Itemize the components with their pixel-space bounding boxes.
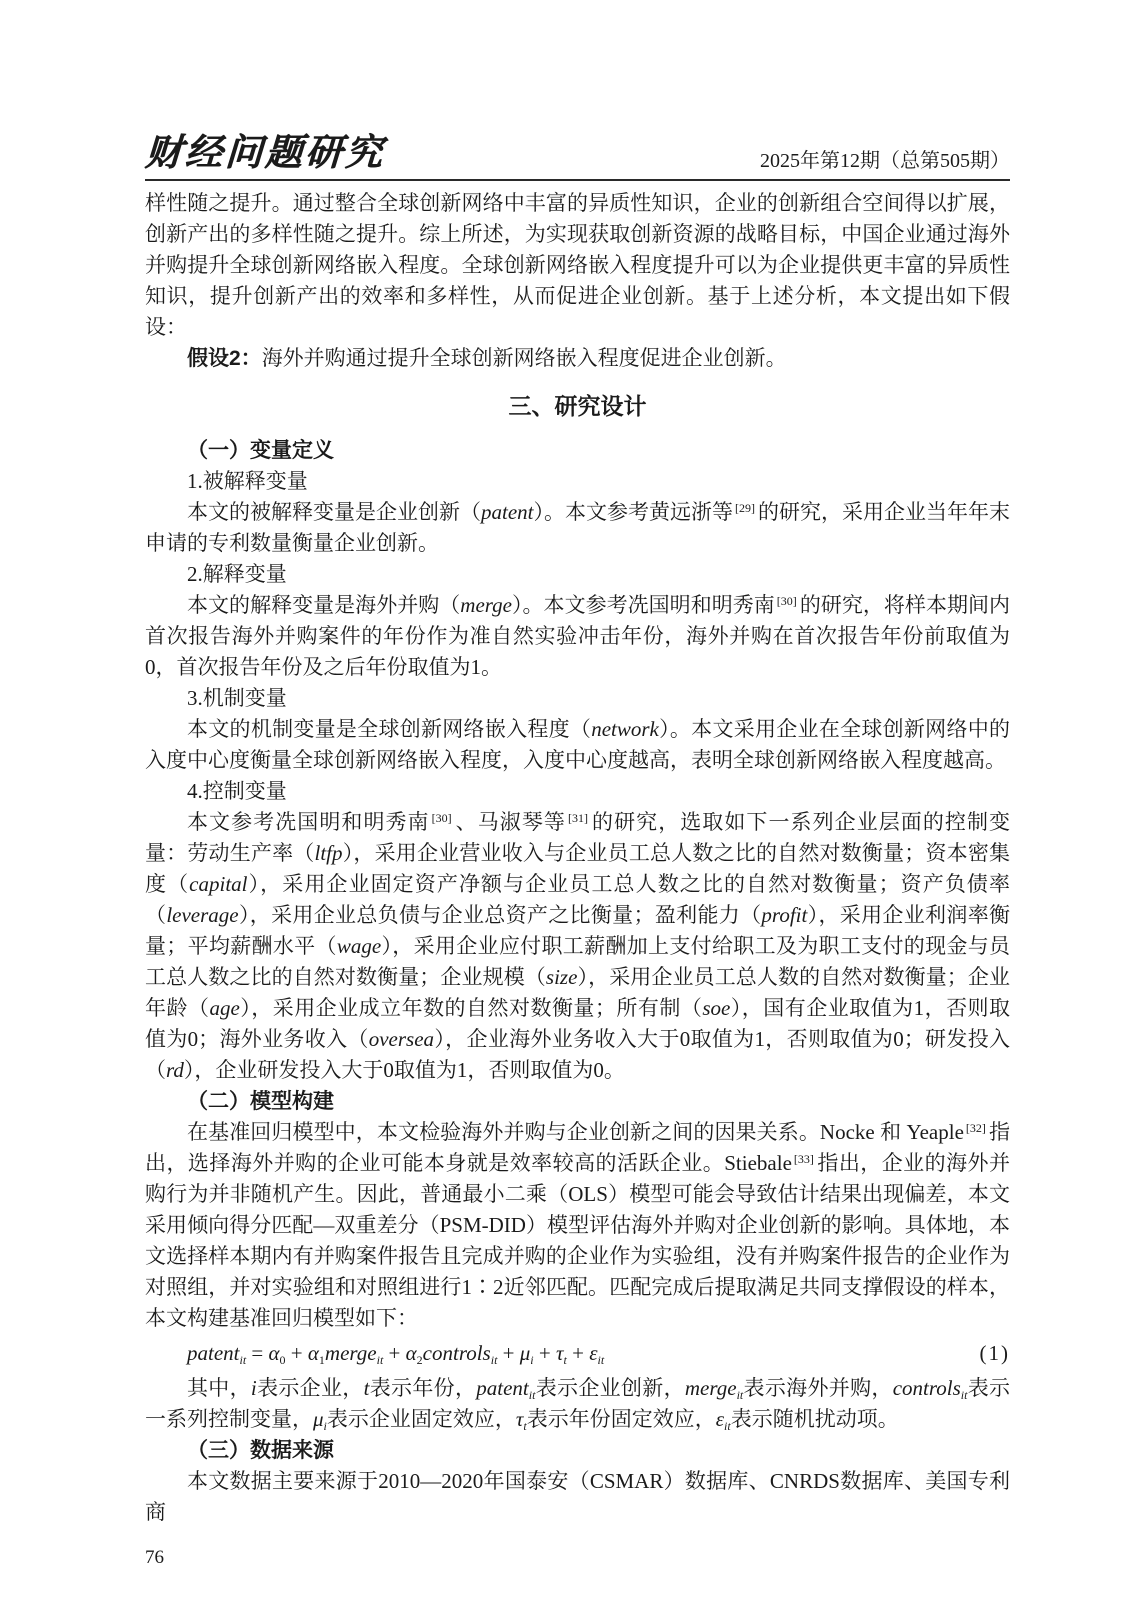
text-run: [30] <box>431 811 452 825</box>
text-run: ），企业海外业务收入大于0取值为1，否则取值为0；研发投入（ <box>145 1027 1011 1082</box>
text-run: + <box>566 1341 590 1365</box>
text-run: ltfp <box>314 841 343 865</box>
paragraph <box>145 1373 1010 1435</box>
text-run: 指出，选择海外并购的企业可能本身就是效率较高的活跃企业。Stiebale <box>145 1120 1011 1175</box>
text-run: network <box>591 717 659 741</box>
text-run: ），采用企业员工总人数的自然对数衡量；企业年龄（ <box>145 965 1011 1020</box>
text-run: + <box>383 1341 406 1365</box>
text-run: capital <box>189 872 248 896</box>
text-run: + <box>497 1341 520 1365</box>
paragraph <box>145 1466 1010 1528</box>
text-run: ），企业研发投入大于0取值为1，否则取值为0。 <box>183 1058 625 1082</box>
paragraph <box>145 807 1010 1086</box>
paragraph <box>145 497 1010 559</box>
text-run: 本文参考冼国明和明秀南 <box>187 810 430 834</box>
text-run: （三）数据来源 <box>187 1439 334 1462</box>
text-run: 0 <box>279 1353 286 1367</box>
issue-info: 2025年第12期（总第505期） <box>760 150 1010 172</box>
text-run: （二）模型构建 <box>187 1090 334 1113</box>
list-heading <box>145 683 1010 714</box>
text-run: [33] <box>793 1152 814 1166</box>
text-run: 表示企业创新， <box>535 1376 685 1400</box>
text-run: + <box>285 1341 308 1365</box>
text-run: it <box>724 1419 731 1433</box>
text-run: ）。本文参考冼国明和明秀南 <box>511 593 775 617</box>
text-run: 表示海外并购， <box>743 1376 893 1400</box>
text-run: 指出，企业的海外并购行为并非随机产生。因此，普通最小二乘（OLS）模型可能会导致估计结果出现偏差，本文采用倾向得分匹配—双重差分（PSM-DID）模型评估海外并购对企业创新的影响。具体地，本文选择样本期内有并购案件报告且完成并购的企业作为实验组，没有并购案件报告的企业作为对照组，并对实验组和对照组进行1∶2近邻匹配。匹配完成后提取满足共同支撑假设的样本，本文构建基准回归模型如下： <box>145 1151 1010 1330</box>
text-run: controls <box>892 1376 961 1400</box>
text-run: ε <box>589 1341 598 1365</box>
text-run: ），国有企业取值为1，否则取值为0；海外业务收入（ <box>145 996 1011 1051</box>
text-run: [31] <box>567 811 588 825</box>
text-run: + <box>533 1341 556 1365</box>
page-header <box>145 126 1010 181</box>
list-heading <box>145 466 1010 497</box>
text-run: 2 <box>416 1353 423 1367</box>
subsection-heading <box>145 1086 1010 1117</box>
text-run: 本文的解释变量是海外并购（ <box>187 593 461 617</box>
text-run: t <box>523 1419 527 1433</box>
text-run: it <box>376 1353 384 1367</box>
text-run: i <box>530 1353 534 1367</box>
paragraph <box>145 343 1010 374</box>
text-run: i <box>323 1419 327 1433</box>
text-run: profit <box>761 903 808 927</box>
text-run: ），采用企业营业收入与企业员工总人数之比的自然对数衡量；资本密集度（ <box>145 841 1011 896</box>
text-run: it <box>490 1353 498 1367</box>
text-run: 表示企业， <box>256 1376 364 1400</box>
text-run: ），采用企业固定资产净额与企业员工总人数之比的自然对数衡量；资产负债率（ <box>145 872 1010 927</box>
text-run: [30] <box>776 594 797 608</box>
text-run: 1.被解释变量 <box>187 469 308 493</box>
text-run: patent <box>187 1341 240 1365</box>
text-run: 海外并购通过提升全球创新网络嵌入程度促进企业创新。 <box>261 346 787 370</box>
text-run: oversea <box>368 1027 435 1051</box>
text-run: leverage <box>166 903 239 927</box>
text-run: ），采用企业利润率衡量；平均薪酬水平（ <box>145 903 1011 958</box>
text-run: 的研究，采用企业当年年末申请的专利数量衡量企业创新。 <box>145 500 1010 555</box>
text-run: α <box>268 1341 280 1365</box>
text-run: τ <box>555 1341 564 1365</box>
text-run: 、马淑琴等 <box>454 810 566 834</box>
text-run: patent <box>476 1376 529 1400</box>
text-run: ），采用企业应付职工薪酬加上支付给职工及为职工支付的现金与员工总人数之比的自然对数衡量；企业规模（ <box>145 934 1011 989</box>
text-run: （一）变量定义 <box>187 439 334 462</box>
journal-logo: 财经问题研究 <box>143 133 387 174</box>
text-run: 3.机制变量 <box>187 686 287 710</box>
text-run: μ <box>313 1407 324 1431</box>
equation-number: (1) <box>979 1341 1010 1365</box>
text-run: it <box>597 1353 605 1367</box>
article-body <box>145 188 1010 1528</box>
list-heading <box>145 776 1010 807</box>
text-run: α <box>307 1341 319 1365</box>
text-run: 4.控制变量 <box>187 779 287 803</box>
subsection-heading <box>145 435 1010 466</box>
section-heading <box>145 391 1010 422</box>
text-run: 本文的机制变量是全球创新网络嵌入程度（ <box>187 717 592 741</box>
text-run: ）。本文采用企业在全球创新网络中的入度中心度衡量全球创新网络嵌入程度，入度中心度越高，表明全球创新网络嵌入程度越高。 <box>145 717 1011 772</box>
list-heading <box>145 559 1010 590</box>
text-run: t <box>563 1353 567 1367</box>
text-run: 1 <box>318 1353 325 1367</box>
text-run: [29] <box>735 501 755 515</box>
paragraph <box>145 714 1010 776</box>
text-run: t <box>363 1376 370 1400</box>
text-run: wage <box>336 934 382 958</box>
text-run: 本文数据主要来源于2010—2020年国泰安（CSMAR）数据库、CNRDS数据库、美国专利商 <box>145 1469 1010 1524</box>
text-run: merge <box>684 1376 737 1400</box>
text-run: 在基准回归模型中，本文检验海外并购与企业创新之间的因果关系。Nocke 和 Yeaple <box>187 1120 964 1144</box>
paragraph <box>145 590 1010 683</box>
text-run: 表示随机扰动项。 <box>730 1407 899 1431</box>
text-run: size <box>545 965 578 989</box>
text-run: 样性随之提升。通过整合全球创新网络中丰富的异质性知识，企业的创新组合空间得以扩展，创新产出的多样性随之提升。综上所述，为实现获取创新资源的战略目标，中国企业通过海外并购提升全球创新网络嵌入程度。全球创新网络嵌入程度提升可以为企业提供更丰富的异质性知识，提升创新产出的效率和多样性，从而促进企业创新。基于上述分析，本文提出如下假设： <box>145 191 1010 339</box>
text-run: 的研究，将样本期间内首次报告海外并购案件的年份作为准自然实验冲击年份，海外并购在首次报告年份前取值为0，首次报告年份及之后年份取值为1。 <box>145 593 1011 679</box>
text-run: ）。本文参考黄远浙等 <box>533 500 733 524</box>
text-run: 的研究，选取如下一系列企业层面的控制变量：劳动生产率（ <box>145 810 1011 865</box>
text-run: ），采用企业成立年数的自然对数衡量；所有制（ <box>239 996 703 1020</box>
equation-body <box>145 1338 938 1369</box>
text-run: it <box>528 1388 536 1402</box>
text-run: 假设2： <box>187 347 262 370</box>
text-run: 本文的被解释变量是企业创新（ <box>187 500 481 524</box>
text-run: α <box>405 1341 417 1365</box>
text-run: μ <box>519 1341 531 1365</box>
text-run: ε <box>715 1407 725 1431</box>
text-run: soe <box>702 996 731 1020</box>
text-run: 三、研究设计 <box>508 393 647 419</box>
text-run: i <box>250 1376 257 1400</box>
text-run: 其中， <box>187 1376 251 1400</box>
text-run: ），采用企业总负债与企业总资产之比衡量；盈利能力（ <box>238 903 762 927</box>
subsection-heading <box>145 1435 1010 1466</box>
text-run: [32] <box>965 1121 986 1135</box>
text-run: 表示一系列控制变量， <box>145 1376 1011 1431</box>
text-run: rd <box>166 1058 184 1082</box>
text-run: 表示年份固定效应， <box>526 1407 716 1431</box>
text-run: patent <box>481 500 534 524</box>
text-run: 2.解释变量 <box>187 562 287 586</box>
text-run: it <box>239 1353 247 1367</box>
text-run: 表示年份， <box>369 1376 477 1400</box>
text-run: it <box>736 1388 744 1402</box>
paragraph <box>145 188 1010 343</box>
text-run: age <box>209 996 240 1020</box>
paragraph <box>145 1117 1010 1334</box>
text-run: it <box>960 1388 968 1402</box>
text-run: 表示企业固定效应， <box>326 1407 516 1431</box>
text-run: merge <box>460 593 512 617</box>
text-run: τ <box>515 1407 524 1431</box>
text-run: controls <box>422 1341 491 1365</box>
text-run: merge <box>324 1341 377 1365</box>
text-run: = <box>246 1341 269 1365</box>
equation <box>145 1338 1010 1369</box>
page-number: 76 <box>145 1547 164 1568</box>
